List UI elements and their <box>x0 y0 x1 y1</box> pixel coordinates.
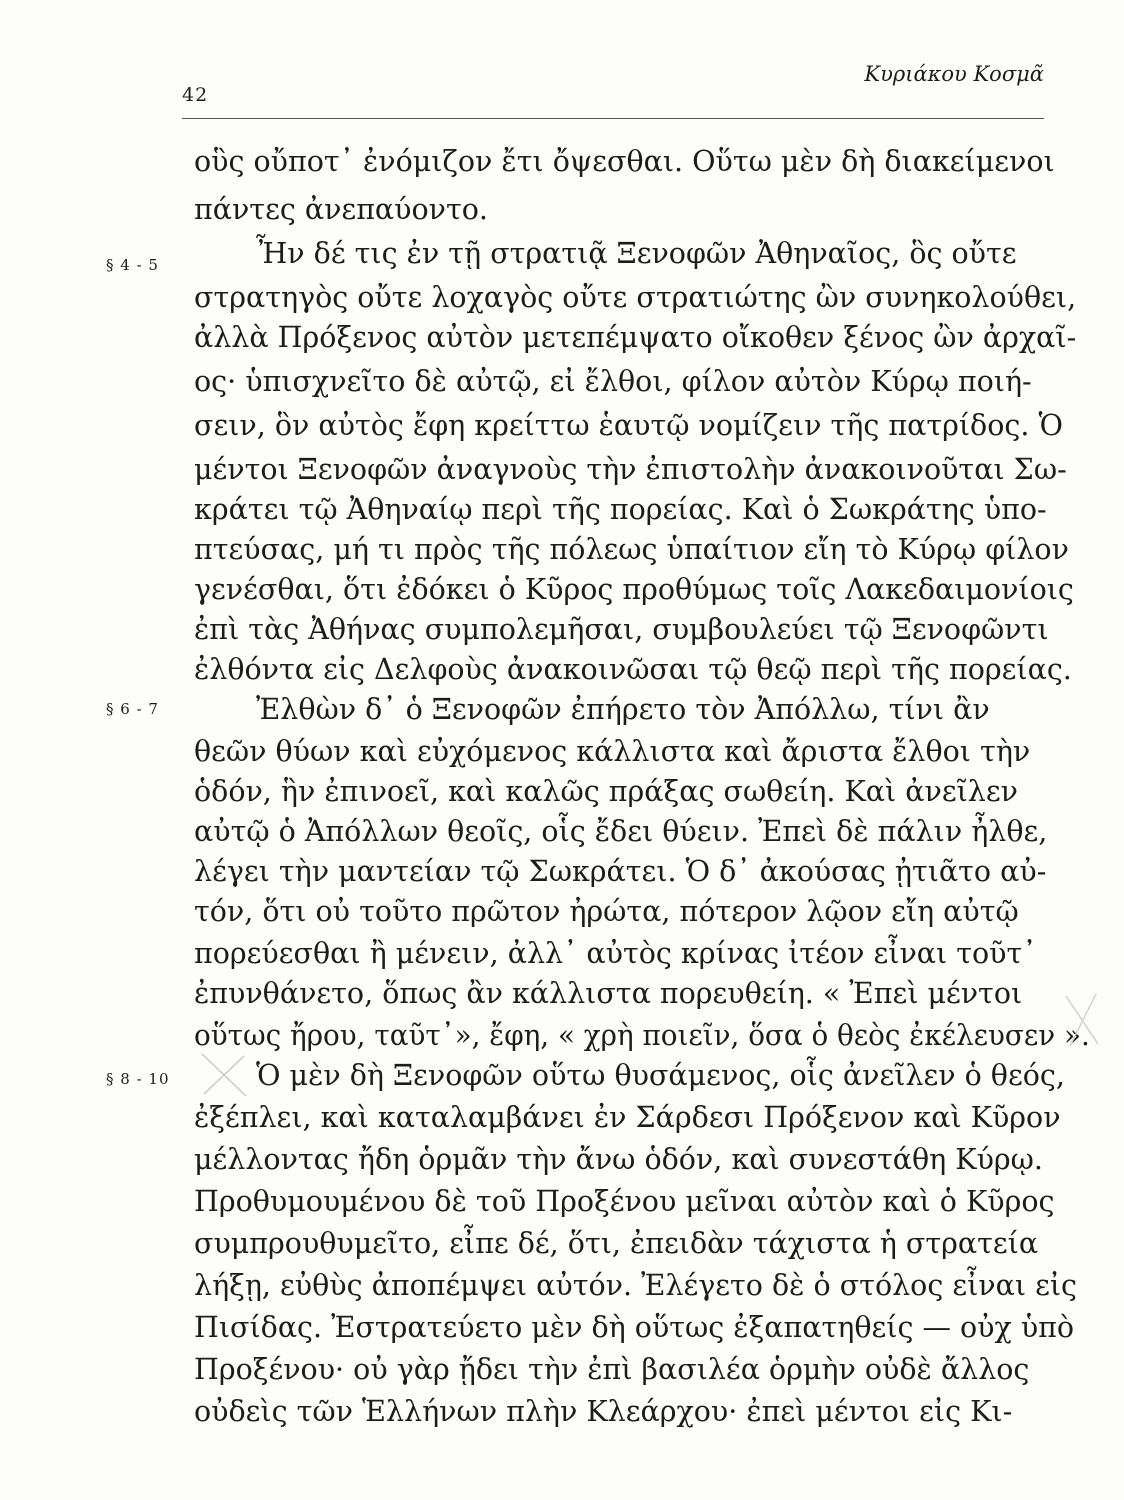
text-line-2: πάντες ἀνεπαύοντο. <box>194 193 488 226</box>
text-line-4: στρατηγὸς οὔτε λοχαγὸς οὔτε στρατιώτης ὢν συνηκολούθει, <box>194 281 1077 314</box>
text-line-6: ος· ὑπισχνεῖτο δὲ αὐτῷ, εἰ ἔλθοι, φίλον αὐτὸν Κύρῳ ποιή- <box>194 365 1032 398</box>
margin-note-section-4-5: § 4 - 5 <box>106 256 159 274</box>
text-line-3: Ἦν δέ τις ἐν τῇ στρατιᾷ Ξενοφῶν Ἀθηναῖος, ὃς οὔτε <box>256 237 1017 270</box>
text-line-8: μέντοι Ξενοφῶν ἀναγνοὺς τὴν ἐπιστολὴν ἀνακοινοῦται Σω- <box>194 453 1067 486</box>
header-rule <box>182 118 1044 119</box>
text-line-17: αὐτῷ ὁ Ἀπόλλων θεοῖς, οἷς ἔδει θύειν. Ἐπεὶ δὲ πάλιν ἦλθε, <box>194 815 1048 848</box>
text-line-19: τόν, ὅτι οὐ τοῦτο πρῶτον ἠρώτα, πότερον λῷον εἴη αὐτῷ <box>194 895 1019 928</box>
text-line-27: συμπρουθυμεῖτο, εἶπε δέ, ὅτι, ἐπειδὰν τάχιστα ἡ στρατεία <box>194 1227 1039 1260</box>
text-line-5: ἀλλὰ Πρόξενος αὐτὸν μετεπέμψατο οἴκοθεν ξένος ὢν ἀρχαῖ- <box>194 321 1077 354</box>
text-line-11: γενέσθαι, ὅτι ἐδόκει ὁ Κῦρος προθύμως τοῖς Λακεδαιμονίοις <box>194 573 1074 606</box>
text-line-1: οὓς οὔποτ᾽ ἐνόμιζον ἔτι ὄψεσθαι. Οὕτω μὲν δὴ διακείμενοι <box>194 145 1055 178</box>
text-line-25: μέλλοντας ἤδη ὁρμᾶν τὴν ἄνω ὁδόν, καὶ συνεστάθη Κύρῳ. <box>194 1143 1043 1176</box>
text-line-12: ἐπὶ τὰς Ἀθήνας συμπολεμῆσαι, συμβουλεύει τῷ Ξενοφῶντι <box>194 613 1049 646</box>
text-line-29: Πισίδας. Ἐστρατεύετο μὲν δὴ οὕτως ἐξαπατηθείς — οὐχ ὑπὸ <box>194 1311 1075 1344</box>
page-number: 42 <box>182 84 209 106</box>
text-line-28: λήξῃ, εὐθὺς ἀποπέμψει αὐτόν. Ἐλέγετο δὲ ὁ στόλος εἶναι εἰς <box>194 1269 1077 1302</box>
text-line-26: Προθυμουμένου δὲ τοῦ Προξένου μεῖναι αὐτὸν καὶ ὁ Κῦρος <box>194 1185 1055 1218</box>
text-line-10: πτεύσας, μή τι πρὸς τῆς πόλεως ὑπαίτιον εἴη τὸ Κύρῳ φίλον <box>194 533 1069 566</box>
text-line-16: ὁδόν, ἣν ἐπινοεῖ, καὶ καλῶς πράξας σωθείη. Καὶ ἀνεῖλεν <box>194 775 1018 808</box>
text-line-13: ἐλθόντα εἰς Δελφοὺς ἀνακοινῶσαι τῷ θεῷ περὶ τῆς πορείας. <box>194 653 1072 686</box>
running-title: Κυριάκου Κοσμᾶ <box>864 62 1044 86</box>
text-line-31: οὐδεὶς τῶν Ἑλλήνων πλὴν Κλεάρχου· ἐπεὶ μέντοι εἰς Κι- <box>194 1395 1013 1428</box>
text-line-7: σειν, ὃν αὐτὸς ἔφη κρείττω ἑαυτῷ νομίζειν τῆς πατρίδος. Ὁ <box>194 409 1063 442</box>
text-line-18: λέγει τὴν μαντείαν τῷ Σωκράτει. Ὁ δ᾽ ἀκούσας ᾐτιᾶτο αὐ- <box>194 855 1047 888</box>
text-line-30: Προξένου· οὐ γὰρ ᾔδει τὴν ἐπὶ βασιλέα ὁρμὴν οὐδὲ ἄλλος <box>194 1353 1030 1386</box>
pencil-cross-mark-icon <box>196 1050 252 1100</box>
text-line-23: Ὁ μὲν δὴ Ξενοφῶν οὕτω θυσάμενος, οἷς ἀνεῖλεν ὁ θεός, <box>256 1059 1065 1092</box>
margin-note-section-8-10: § 8 - 10 <box>106 1070 170 1088</box>
pencil-cross-mark-icon <box>1060 990 1104 1050</box>
text-line-20: πορεύεσθαι ἢ μένειν, ἀλλ᾽ αὐτὸς κρίνας ἰτέον εἶναι τοῦτ᾽ <box>194 937 1037 970</box>
margin-note-section-6-7: § 6 - 7 <box>106 700 159 718</box>
text-line-24: ἐξέπλει, καὶ καταλαμβάνει ἐν Σάρδεσι Πρόξενον καὶ Κῦρον <box>194 1101 1061 1134</box>
text-line-22: οὕτως ἤρου, ταῦτ᾽», ἔφη, « χρὴ ποιεῖν, ὅσα ὁ θεὸς ἐκέλευσεν ». <box>194 1019 1090 1052</box>
text-line-21: ἐπυνθάνετο, ὅπως ἂν κάλλιστα πορευθείη. « Ἐπεὶ μέντοι <box>194 977 1023 1010</box>
text-line-9: κράτει τῷ Ἀθηναίῳ περὶ τῆς πορείας. Καὶ ὁ Σωκράτης ὑπο- <box>194 493 1047 526</box>
text-line-14: Ἐλθὼν δ᾽ ὁ Ξενοφῶν ἐπήρετο τὸν Ἀπόλλω, τίνι ἂν <box>256 693 990 726</box>
text-line-15: θεῶν θύων καὶ εὐχόμενος κάλλιστα καὶ ἄριστα ἔλθοι τὴν <box>194 735 1031 768</box>
